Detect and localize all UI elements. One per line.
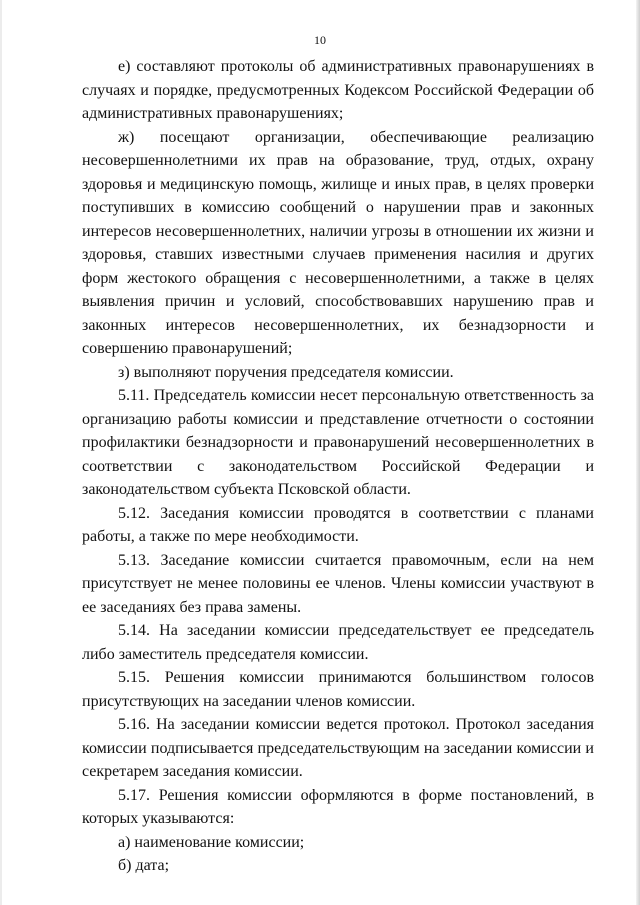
paragraph-5-17: 5.17. Решения комиссии оформляются в форме постановлений, в которых указываются: <box>82 786 594 827</box>
scan-edge-right <box>636 0 640 905</box>
paragraph-item-z: з) выполняют поручения председателя комиссии. <box>118 363 454 381</box>
paragraph-item-zh: ж) посещают организации, обеспечивающие реализацию несовершеннолетними их прав на образование, труд, отдых, охрану здоровья и медицинскую помощь, жилище и иных прав, в целях проверки поступивших в комиссию сообщений о нарушении прав и законных интересов несовершеннолетних, наличии угрозы в отношении их жизни и здоровья, ставших известными случаев применения насилия и других форм жестокого обращения с несовершеннолетними, а также в целях выявления причин и условий, способствовавших нарушению прав и законных интересов несовершеннолетних, их безнадзорности и совершению правонарушений; <box>82 128 594 357</box>
paragraph-item-e: е) составляют протоколы об административных правонарушениях в случаях и порядке, предусмотренных Кодексом Российской Федерации об административных правонарушениях; <box>82 58 594 122</box>
paragraph-5-14: 5.14. На заседании комиссии председательствует ее председатель либо заместитель председателя комиссии. <box>82 622 594 663</box>
paragraph-5-13: 5.13. Заседание комиссии считается правомочным, если на нем присутствует не менее половины ее членов. Члены комиссии участвуют в ее заседаниях без права замены. <box>82 551 594 616</box>
paragraph-5-16: 5.16. На заседании комиссии ведется протокол. Протокол заседания комиссии подписывается председательствующим на заседании комиссии и секретарем заседания комиссии. <box>82 716 594 780</box>
page-number: 10 <box>314 33 326 47</box>
paragraph-5-12: 5.12. Заседания комиссии проводятся в соответствии с планами работы, а также по мере необходимости. <box>82 504 594 545</box>
paragraph-5-11: 5.11. Председатель комиссии несет персональную ответственность за организацию работы комиссии и представление отчетности о состоянии профилактики безнадзорности и правонарушений несовершеннолетних в соответствии с законодательством Российской Федерации и законодательством субъекта Псковской области. <box>82 387 594 498</box>
paragraph-item-b: б) дата; <box>118 857 170 874</box>
paragraph-item-a: а) наименование комиссии; <box>118 833 305 851</box>
scan-edge-left <box>0 0 2 905</box>
paragraph-5-15: 5.15. Решения комиссии принимаются большинством голосов присутствующих на заседании членов комиссии. <box>82 669 594 710</box>
document-body <box>82 55 594 878</box>
